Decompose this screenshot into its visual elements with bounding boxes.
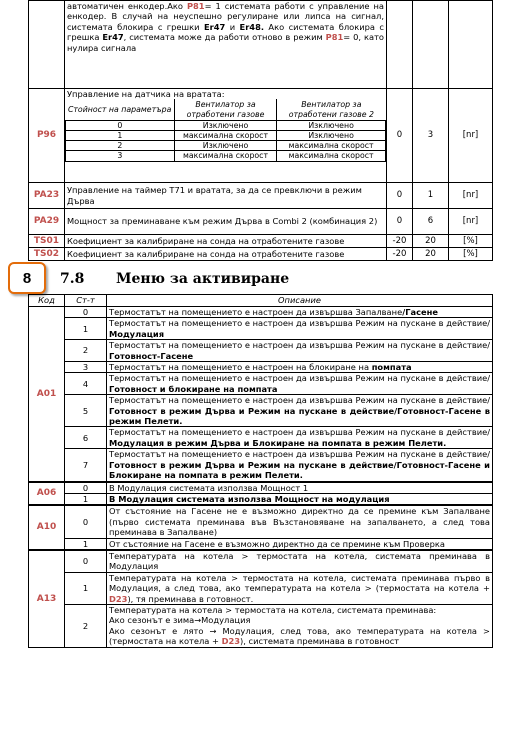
text-span: помпата	[371, 362, 412, 373]
activation-row	[29, 362, 493, 373]
activation-description	[107, 427, 493, 449]
text-span: Термостатът на помещението е настроен да извършва Режим на пускане в действие/	[109, 427, 490, 438]
activation-description	[107, 449, 493, 482]
door-table-cell: максимална скорост	[174, 151, 276, 161]
param-max: 20	[413, 235, 449, 248]
activation-row	[29, 550, 493, 572]
activation-row	[29, 505, 493, 538]
activation-code: A10	[29, 505, 65, 550]
door-table-cell: Изключено	[277, 120, 386, 130]
activation-code: A13	[29, 550, 65, 647]
text-span: Готовност-Гасене	[109, 350, 194, 361]
text-span: = 0, като нулира сигнала	[67, 32, 384, 53]
activation-row	[29, 373, 493, 395]
text-span: D23	[109, 593, 128, 604]
text-span: Модулация	[109, 328, 165, 339]
text-span: P81	[186, 1, 205, 11]
param-code: PA29	[29, 209, 65, 235]
text-span: В Модулация системата използва Мощност на модулация	[109, 493, 390, 504]
door-table-cell: максимална скорост	[174, 131, 276, 141]
text-span: Термостатът на помещението е настроен на блокиране на	[109, 362, 372, 373]
activation-description	[107, 362, 493, 373]
door-table-cell: Изключено	[174, 141, 276, 151]
text-span: Температурата на котела > термостата на котела, системата преминава в Модулация	[109, 550, 490, 572]
activation-code: A01	[29, 307, 65, 482]
section-number: 7.8	[60, 271, 85, 287]
param-row	[29, 209, 493, 235]
door-table-header: Стойност на параметъра	[67, 105, 172, 114]
activation-state: 1	[65, 572, 107, 604]
text-span: = 1 системата работи с управление на енкодер. В случай на неуспешно регулиране или липса на сигнал, системата блокира с грешки	[67, 1, 385, 32]
text-span: Термостатът на помещението е настроен да извършва Запалване	[109, 307, 403, 317]
activation-state: 0	[65, 482, 107, 494]
text-span: От състояние на Гасене не е възможно директно да се премине към Запалване (първо системата преминава във Възстановяване на запалването, а след това преминава в Запалване)	[109, 506, 490, 538]
door-table-cell: Изключено	[174, 120, 276, 130]
param-unit: [nr]	[449, 183, 493, 209]
activation-state: 7	[65, 449, 107, 482]
text-span: Готовност в режим Дърва и Режим на пускане в действие/Готовност-Гасене и Блокиране на помпата в режим Пелети.	[109, 459, 490, 481]
activation-row	[29, 340, 493, 362]
section-badge: 8	[8, 262, 46, 294]
text-span: Ако сезонът е лято → Модулация, след това, ако температурата на котела > (термостата на котела +	[109, 625, 490, 647]
text-span: /Гасене	[402, 307, 439, 317]
activation-row	[29, 482, 493, 494]
param-code: PA23	[29, 183, 65, 209]
header-code: Код	[29, 295, 65, 307]
p96-title: Управление на датчика на вратата:	[67, 89, 225, 99]
activation-row	[29, 538, 493, 550]
activation-description	[107, 538, 493, 550]
activation-description	[107, 604, 493, 647]
activation-row	[29, 449, 493, 482]
param-description: Мощност за преминаване към режим Дърва в Combi 2 (комбинация 2)	[65, 209, 387, 235]
activation-code: A06	[29, 482, 65, 506]
param-max: 1	[413, 183, 449, 209]
activation-row	[29, 318, 493, 340]
door-table-cell: 1	[66, 131, 175, 141]
text-span: Термостатът на помещението е настроен да извършва Режим на пускане в действие/	[109, 449, 490, 460]
section-title: Меню за активиране	[116, 271, 290, 287]
text-span: Er47	[102, 32, 124, 43]
text-span: ), системата преминава в готовност	[240, 636, 400, 647]
text-span: и	[225, 21, 240, 32]
param-code: P96	[29, 89, 65, 183]
door-table-row	[66, 151, 386, 161]
parameters-table	[28, 0, 493, 261]
activation-menu-table	[28, 294, 493, 648]
header-description: Описание	[107, 295, 493, 307]
activation-state: 6	[65, 427, 107, 449]
text-span: , системата може да работи отново в режим	[123, 32, 326, 43]
door-table-header: Вентилатор за отработени газове	[174, 99, 276, 120]
activation-description	[107, 340, 493, 362]
p96-description	[65, 89, 387, 183]
header-state: Ст-т	[65, 295, 107, 307]
param-unit: [nr]	[449, 209, 493, 235]
activation-description	[107, 395, 493, 427]
activation-state: 2	[65, 340, 107, 362]
activation-state: 5	[65, 395, 107, 427]
activation-state: 1	[65, 493, 107, 505]
param-code: TS02	[29, 248, 65, 261]
param-description: Коефициент за калибриране на сонда на отработените газове	[65, 235, 387, 248]
door-table-cell: 3	[66, 151, 175, 161]
door-table-row	[66, 120, 386, 130]
text-span: Термостатът на помещението е настроен да извършва Режим на пускане в действие/	[109, 318, 490, 329]
text-span: От състояние на Гасене е възможно директно да се премине към Проверка	[109, 538, 445, 549]
activation-state: 1	[65, 538, 107, 550]
param-unit: [%]	[449, 235, 493, 248]
activation-state: 1	[65, 318, 107, 340]
text-span: P81	[325, 32, 344, 43]
text-span: В Модулация системата използва Мощност 1	[109, 482, 309, 493]
text-span: Температурата на котела > термостата на котела, системата преминава:	[109, 604, 437, 615]
param-unit: [%]	[449, 248, 493, 261]
text-span: Термостатът на помещението е настроен да извършва Режим на пускане в действие/	[109, 340, 490, 351]
text-span: автоматичен енкодер.	[67, 1, 168, 11]
param-max: 6	[413, 209, 449, 235]
activation-description	[107, 482, 493, 494]
param-description: Управление на таймер T71 и вратата, за да се превключи в режим Дърва	[65, 183, 387, 209]
activation-row	[29, 604, 493, 647]
activation-row	[29, 395, 493, 427]
text-span: Er47	[203, 21, 226, 32]
param-max: 3	[413, 89, 449, 183]
text-span: Ако	[167, 1, 187, 11]
activation-row	[29, 493, 493, 505]
door-table-cell: максимална скорост	[277, 151, 386, 161]
p96-row	[29, 89, 493, 183]
door-sensor-table	[65, 99, 386, 161]
door-table-cell: 0	[66, 120, 175, 130]
door-table-row	[66, 131, 386, 141]
param-code: TS01	[29, 235, 65, 248]
param-min: 0	[387, 209, 413, 235]
param-min: 0	[387, 89, 413, 183]
activation-row	[29, 307, 493, 318]
text-span: Термостатът на помещението е настроен да извършва Режим на пускане в действие/	[109, 395, 490, 406]
activation-state: 4	[65, 373, 107, 395]
param-row	[29, 248, 493, 261]
param-unit: [nr]	[449, 89, 493, 183]
activation-description	[107, 550, 493, 572]
activation-description	[107, 318, 493, 340]
activation-description	[107, 493, 493, 505]
p81-description	[65, 1, 387, 89]
param-description: Коефициент за калибриране на сонда на отработените газове	[65, 248, 387, 261]
door-table-cell: максимална скорост	[277, 141, 386, 151]
door-table-cell: 2	[66, 141, 175, 151]
param-min: 0	[387, 183, 413, 209]
text-span: Модулация в режим Дърва и Блокиране на помпата в режим Пелети.	[109, 437, 447, 448]
p81-row	[29, 1, 493, 89]
activation-state: 2	[65, 604, 107, 647]
door-table-row	[66, 141, 386, 151]
activation-state: 0	[65, 550, 107, 572]
text-span: Готовност в режим Дърва и Режим на пускане в действие/Готовност-Гасене в режим Пелети.	[109, 405, 490, 427]
door-table-header: Вентилатор за отработени газове 2	[277, 99, 386, 120]
text-span: ), тя преминава в готовност.	[127, 593, 254, 604]
p81-code-cell	[29, 1, 65, 89]
param-row	[29, 235, 493, 248]
activation-state: 3	[65, 362, 107, 373]
text-span: Er48.	[239, 21, 264, 32]
text-span: Ако системата блокира с грешка	[67, 21, 384, 43]
param-min: -20	[387, 235, 413, 248]
activation-description	[107, 572, 493, 604]
activation-description	[107, 505, 493, 538]
activation-state: 0	[65, 307, 107, 318]
activation-row	[29, 572, 493, 604]
text-span: D23	[221, 636, 241, 647]
activation-description	[107, 373, 493, 395]
text-span: Ако сезонът е зима→Модулация	[109, 615, 251, 626]
param-min: -20	[387, 248, 413, 261]
activation-row	[29, 427, 493, 449]
activation-state: 0	[65, 505, 107, 538]
door-table-cell: Изключено	[277, 131, 386, 141]
param-row	[29, 183, 493, 209]
text-span: Готовност и блокиране на помпата	[109, 383, 278, 394]
activation-description	[107, 307, 493, 318]
param-max: 20	[413, 248, 449, 261]
text-span: Термостатът на помещението е настроен да извършва Режим на пускане в действие/	[109, 373, 490, 384]
text-span: Температурата на котела > термостата на котела, системата преминава първо в Модулация, а след това, ако температурата на котела > (термостата на котела +	[109, 572, 490, 594]
